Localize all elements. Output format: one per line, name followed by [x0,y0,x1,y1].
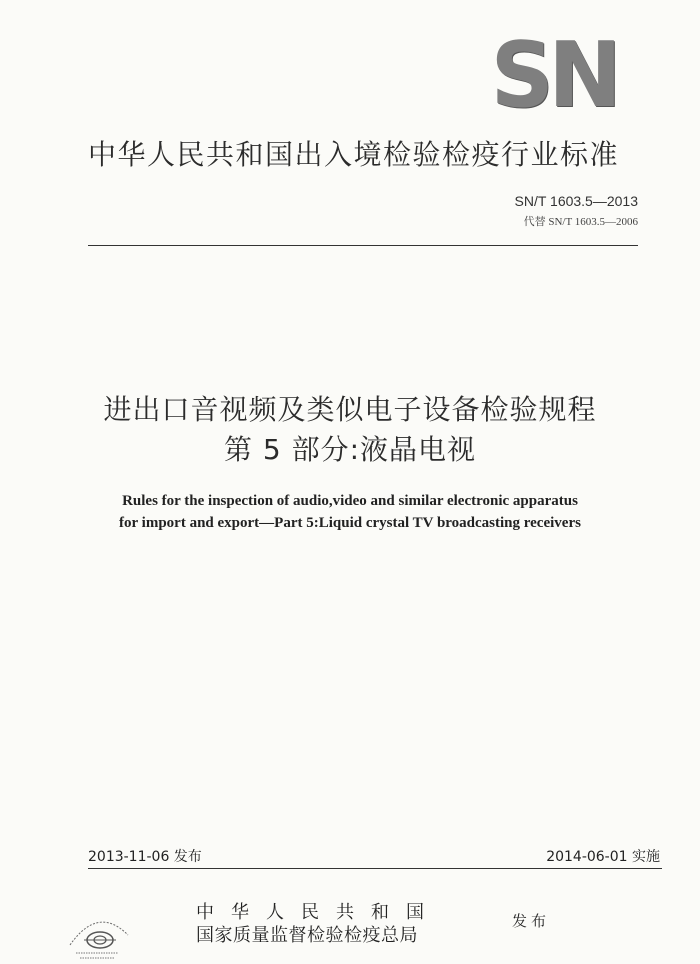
issuer-line2: 国家质量监督检验检疫总局 [196,925,418,946]
publisher-stamp-icon [62,905,134,960]
header-divider [88,245,638,246]
document-title-cn-line1: 进出口音视频及类似电子设备检验规程 [103,393,597,426]
issuer-line1: 中华人民共和国 [196,902,441,923]
publish-label: 发布 [512,912,551,930]
standard-number: SN/T 1603.5—2013 [514,193,638,209]
document-title-cn-line2: 第 5 部分:液晶电视 [223,433,477,466]
document-title-en-line2: for import and export—Part 5:Liquid crystal TV broadcasting receivers [119,515,581,531]
document-title-en-line1: Rules for the inspection of audio,video and similar electronic apparatus [122,493,578,509]
replaced-standard: 代替 SN/T 1603.5—2006 [523,216,638,228]
footer-divider [88,868,662,869]
implementation-date: 2014-06-01 实施 [546,849,660,865]
issue-date: 2013-11-06 发布 [88,849,202,865]
sn-logo: SN [490,23,617,128]
industry-standard-title: 中华人民共和国出入境检验检疫行业标准 [88,138,620,171]
